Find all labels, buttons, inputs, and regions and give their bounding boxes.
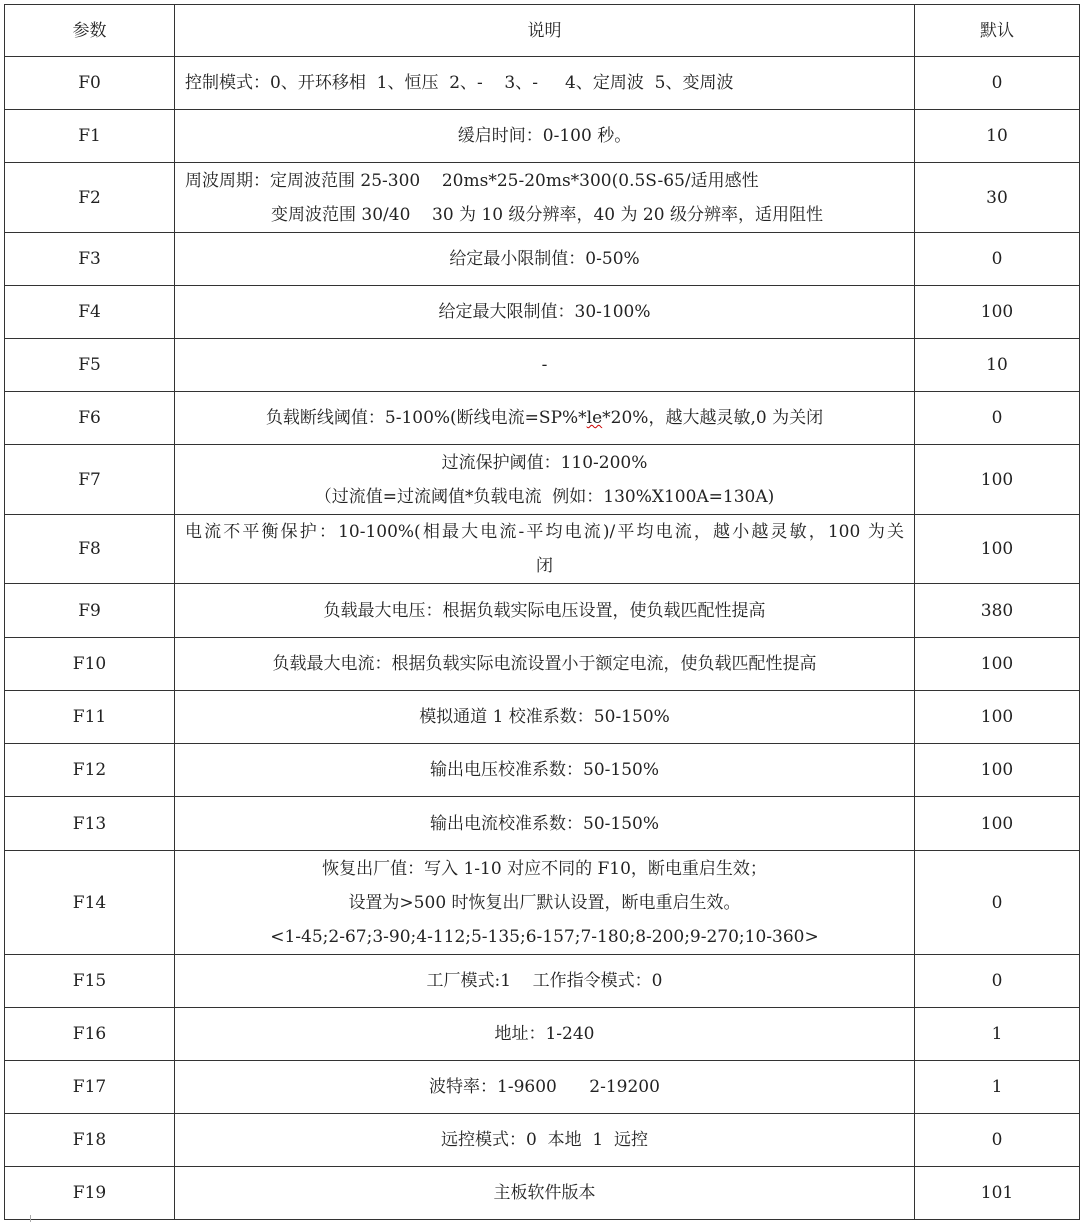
param-default: 100 xyxy=(915,445,1080,515)
param-description xyxy=(175,744,915,797)
table-row xyxy=(5,584,1080,638)
desc-line: （过流值=过流阈值*负载电流 例如：130%X100A=130A) xyxy=(314,486,775,507)
page-corner-mark xyxy=(30,1215,31,1222)
param-description xyxy=(175,638,915,691)
param-description xyxy=(175,1061,915,1114)
param-default: 10 xyxy=(915,110,1080,163)
param-default: 100 xyxy=(915,797,1080,851)
table-header-row xyxy=(5,5,1080,57)
param-description xyxy=(175,797,915,851)
table-row xyxy=(5,1008,1080,1061)
param-code: F13 xyxy=(5,797,175,851)
param-code: F4 xyxy=(5,286,175,339)
header-default: 默认 xyxy=(915,5,1080,57)
param-description xyxy=(175,57,915,110)
param-description xyxy=(175,445,915,515)
desc-line: 恢复出厂值：写入 1-10 对应不同的 F10，断电重启生效； xyxy=(322,858,767,879)
param-description xyxy=(175,110,915,163)
param-code: F7 xyxy=(5,445,175,515)
header-desc: 说明 xyxy=(175,5,915,57)
desc-line: 给定最大限制值：30-100% xyxy=(438,302,651,322)
param-default: 101 xyxy=(915,1167,1080,1220)
param-code: F10 xyxy=(5,638,175,691)
desc-line: 远控模式：0 本地 1 远控 xyxy=(440,1130,649,1150)
desc-line: 波特率：1-9600 2-19200 xyxy=(429,1077,660,1097)
desc-line: 周波周期：定周波范围 25-300 20ms*25-20ms*300(0.5S-65/适用感性 xyxy=(185,170,759,191)
param-code: F18 xyxy=(5,1114,175,1167)
desc-line: 负载最大电流：根据负载实际电流设置小于额定电流，使负载匹配性提高 xyxy=(272,654,817,674)
param-code: F17 xyxy=(5,1061,175,1114)
param-code: F11 xyxy=(5,691,175,744)
param-code: F9 xyxy=(5,584,175,638)
param-default: 1 xyxy=(915,1008,1080,1061)
header-param: 参数 xyxy=(5,5,175,57)
table-row xyxy=(5,691,1080,744)
table-row xyxy=(5,392,1080,445)
param-code: F3 xyxy=(5,233,175,286)
param-default: 0 xyxy=(915,851,1080,955)
param-description xyxy=(175,1114,915,1167)
param-default: 380 xyxy=(915,584,1080,638)
param-default: 100 xyxy=(915,286,1080,339)
desc-part: 负载断线阈值：5-100%(断线电流=SP%* xyxy=(265,408,587,428)
param-default: 0 xyxy=(915,233,1080,286)
table-row xyxy=(5,797,1080,851)
desc-part: *20%，越大越灵敏,0 为关闭 xyxy=(602,408,824,428)
desc-line: 输出电流校准系数：50-150% xyxy=(430,813,659,834)
desc-line xyxy=(185,401,904,435)
desc-line: 输出电压校准系数：50-150% xyxy=(430,760,659,780)
param-description xyxy=(175,1008,915,1061)
param-default: 1 xyxy=(915,1061,1080,1114)
param-default: 100 xyxy=(915,744,1080,797)
spellcheck-marked-text: le xyxy=(586,408,603,428)
param-default: 0 xyxy=(915,392,1080,445)
param-description xyxy=(175,584,915,638)
table-row xyxy=(5,1114,1080,1167)
param-default: 0 xyxy=(915,1114,1080,1167)
table-row xyxy=(5,233,1080,286)
param-default: 100 xyxy=(915,691,1080,744)
param-code: F5 xyxy=(5,339,175,392)
desc-line: 电流不平衡保护：10-100%(相最大电流-平均电流)/平均电流，越小越灵敏，100 为关 xyxy=(185,522,904,542)
table-row xyxy=(5,1167,1080,1220)
table-row xyxy=(5,110,1080,163)
desc-line: 主板软件版本 xyxy=(493,1183,596,1203)
param-code: F19 xyxy=(5,1167,175,1220)
param-description xyxy=(175,233,915,286)
desc-line: - xyxy=(541,355,548,375)
table-row xyxy=(5,339,1080,392)
param-default: 100 xyxy=(915,638,1080,691)
desc-line: 过流保护阈值：110-200% xyxy=(441,452,648,473)
param-code: F15 xyxy=(5,955,175,1008)
param-description xyxy=(175,691,915,744)
desc-line: 闭 xyxy=(536,556,553,576)
param-default: 10 xyxy=(915,339,1080,392)
param-description xyxy=(175,286,915,339)
parameter-table xyxy=(4,4,1080,1220)
param-code: F12 xyxy=(5,744,175,797)
table-row xyxy=(5,744,1080,797)
table-row xyxy=(5,851,1080,955)
param-description xyxy=(175,515,915,584)
desc-line: 模拟通道 1 校准系数：50-150% xyxy=(419,707,670,727)
param-description xyxy=(175,1167,915,1220)
desc-line: <1-45;2-67;3-90;4-112;5-135;6-157;7-180;8-200;9-270;10-360> xyxy=(270,926,819,947)
param-code: F1 xyxy=(5,110,175,163)
param-description xyxy=(175,955,915,1008)
param-code: F14 xyxy=(5,851,175,955)
param-code: F16 xyxy=(5,1008,175,1061)
desc-line: 变周波范围 30/40 30 为 10 级分辨率，40 为 20 级分辨率，适用阻性 xyxy=(271,204,823,225)
table-row xyxy=(5,163,1080,233)
table-row xyxy=(5,515,1080,584)
param-code: F0 xyxy=(5,57,175,110)
desc-line: 负载最大电压：根据负载实际电压设置，使负载匹配性提高 xyxy=(323,600,766,621)
desc-line: 给定最小限制值：0-50% xyxy=(449,249,640,269)
desc-line: 缓启时间：0-100 秒。 xyxy=(457,126,632,146)
param-description xyxy=(175,163,915,233)
desc-line: 设置为>500 时恢复出厂默认设置，断电重启生效。 xyxy=(348,892,741,913)
desc-line: 控制模式：0、开环移相 1、恒压 2、- 3、- 4、定周波 5、变周波 xyxy=(185,73,734,93)
desc-line: 地址：1-240 xyxy=(494,1024,595,1044)
table-row xyxy=(5,286,1080,339)
param-default: 30 xyxy=(915,163,1080,233)
param-description xyxy=(175,392,915,445)
table-row xyxy=(5,445,1080,515)
table-row xyxy=(5,638,1080,691)
table-row xyxy=(5,57,1080,110)
param-default: 0 xyxy=(915,57,1080,110)
param-default: 0 xyxy=(915,955,1080,1008)
param-description xyxy=(175,339,915,392)
desc-line: 工厂模式:1 工作指令模式：0 xyxy=(426,971,663,991)
param-default: 100 xyxy=(915,515,1080,584)
param-code: F8 xyxy=(5,515,175,584)
param-code: F6 xyxy=(5,392,175,445)
param-description xyxy=(175,851,915,955)
table-row xyxy=(5,955,1080,1008)
table-row xyxy=(5,1061,1080,1114)
param-code: F2 xyxy=(5,163,175,233)
